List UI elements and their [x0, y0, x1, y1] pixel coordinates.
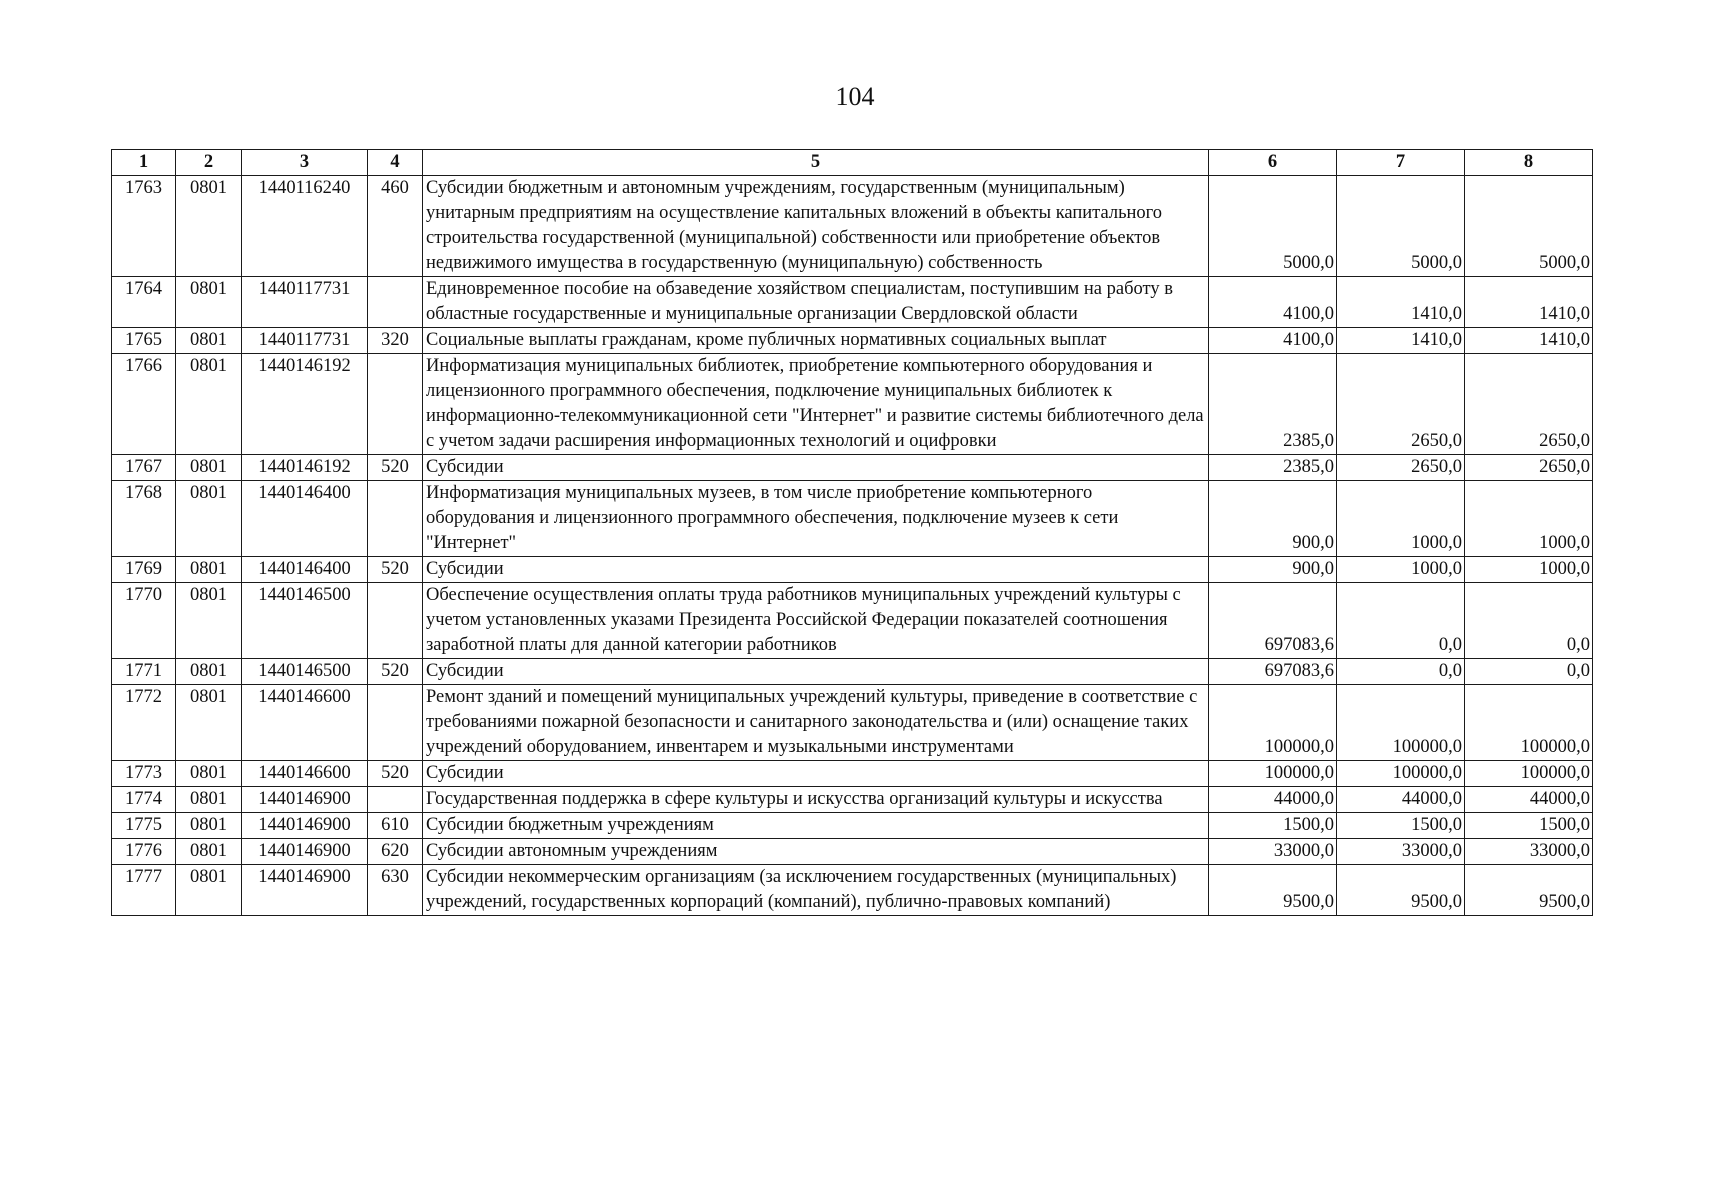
- row-number: 1764: [112, 277, 176, 328]
- amount-col-8: 1000,0: [1465, 557, 1593, 583]
- section-code: 0801: [176, 865, 242, 916]
- item-name: Субсидии бюджетным учреждениям: [423, 813, 1209, 839]
- amount-col-6: 5000,0: [1209, 176, 1337, 277]
- header-row: [112, 150, 1593, 176]
- row-number: 1769: [112, 557, 176, 583]
- amount-col-8: 0,0: [1465, 583, 1593, 659]
- amount-col-6: 1500,0: [1209, 813, 1337, 839]
- section-code: 0801: [176, 583, 242, 659]
- item-name: Субсидии бюджетным и автономным учреждениям, государственным (муниципальным) унитарным предприятиям на осуществление капитальных вложений в объекты капитального строительства государственной (муниципальной) собственности или приобретение объектов недвижимого имущества в государственную (муниципальную) собственность: [423, 176, 1209, 277]
- row-number: 1774: [112, 787, 176, 813]
- amount-col-8: 1000,0: [1465, 481, 1593, 557]
- table-row: [112, 839, 1593, 865]
- header-col-5: 5: [423, 150, 1209, 176]
- amount-col-8: 44000,0: [1465, 787, 1593, 813]
- table-row: [112, 455, 1593, 481]
- amount-col-6: 697083,6: [1209, 659, 1337, 685]
- item-name: Информатизация муниципальных библиотек, приобретение компьютерного оборудования и лицензионного программного обеспечения, подключение муниципальных библиотек к информационно-телекоммуникационной сети "Интернет" и развитие системы библиотечного дела с учетом задачи расширения информационных технологий и оцифровки: [423, 354, 1209, 455]
- amount-col-6: 900,0: [1209, 557, 1337, 583]
- amount-col-8: 1410,0: [1465, 328, 1593, 354]
- amount-col-7: 1410,0: [1337, 328, 1465, 354]
- amount-col-6: 2385,0: [1209, 354, 1337, 455]
- page-number: 104: [835, 82, 875, 111]
- item-name: Субсидии: [423, 761, 1209, 787]
- item-name: Субсидии: [423, 455, 1209, 481]
- table-row: [112, 354, 1593, 455]
- target-article-code: 1440146900: [242, 865, 368, 916]
- section-code: 0801: [176, 787, 242, 813]
- amount-col-7: 5000,0: [1337, 176, 1465, 277]
- amount-col-7: 0,0: [1337, 583, 1465, 659]
- item-name: Субсидии некоммерческим организациям (за исключением государственных (муниципальных) учреждений, государственных корпораций (компаний), публично-правовых компаний): [423, 865, 1209, 916]
- amount-col-7: 100000,0: [1337, 761, 1465, 787]
- item-name: Ремонт зданий и помещений муниципальных учреждений культуры, приведение в соответствие с требованиями пожарной безопасности и санитарного законодательства и (или) оснащение таких учреждений оборудованием, инвентарем и музыкальными инструментами: [423, 685, 1209, 761]
- item-name: Субсидии автономным учреждениям: [423, 839, 1209, 865]
- header-col-4: 4: [368, 150, 423, 176]
- section-code: 0801: [176, 813, 242, 839]
- target-article-code: 1440117731: [242, 277, 368, 328]
- header-col-3: 3: [242, 150, 368, 176]
- item-name: Государственная поддержка в сфере культуры и искусства организаций культуры и искусства: [423, 787, 1209, 813]
- amount-col-8: 1410,0: [1465, 277, 1593, 328]
- row-number: 1765: [112, 328, 176, 354]
- table-row: [112, 176, 1593, 277]
- header-col-6: 6: [1209, 150, 1337, 176]
- section-code: 0801: [176, 685, 242, 761]
- row-number: 1763: [112, 176, 176, 277]
- table-row: [112, 481, 1593, 557]
- section-code: 0801: [176, 557, 242, 583]
- expense-type-code: [368, 685, 423, 761]
- expense-type-code: [368, 481, 423, 557]
- amount-col-6: 900,0: [1209, 481, 1337, 557]
- target-article-code: 1440116240: [242, 176, 368, 277]
- row-number: 1770: [112, 583, 176, 659]
- table-row: [112, 787, 1593, 813]
- table-body: [112, 176, 1593, 916]
- row-number: 1767: [112, 455, 176, 481]
- target-article-code: 1440146400: [242, 481, 368, 557]
- item-name: Социальные выплаты гражданам, кроме публичных нормативных социальных выплат: [423, 328, 1209, 354]
- amount-col-6: 100000,0: [1209, 685, 1337, 761]
- expense-type-code: [368, 583, 423, 659]
- target-article-code: 1440146900: [242, 813, 368, 839]
- expense-type-code: 460: [368, 176, 423, 277]
- item-name: Информатизация муниципальных музеев, в том числе приобретение компьютерного оборудования и лицензионного программного обеспечения, подключение музеев к сети "Интернет": [423, 481, 1209, 557]
- expense-type-code: 630: [368, 865, 423, 916]
- amount-col-8: 2650,0: [1465, 455, 1593, 481]
- table-row: [112, 328, 1593, 354]
- header-col-8: 8: [1465, 150, 1593, 176]
- target-article-code: 1440146192: [242, 354, 368, 455]
- amount-col-7: 1000,0: [1337, 481, 1465, 557]
- section-code: 0801: [176, 761, 242, 787]
- row-number: 1768: [112, 481, 176, 557]
- row-number: 1766: [112, 354, 176, 455]
- row-number: 1775: [112, 813, 176, 839]
- table-row: [112, 865, 1593, 916]
- row-number: 1771: [112, 659, 176, 685]
- expense-type-code: [368, 277, 423, 328]
- table-row: [112, 813, 1593, 839]
- amount-col-7: 1000,0: [1337, 557, 1465, 583]
- amount-col-7: 33000,0: [1337, 839, 1465, 865]
- section-code: 0801: [176, 277, 242, 328]
- expense-type-code: 520: [368, 557, 423, 583]
- table-header: [112, 150, 1593, 176]
- section-code: 0801: [176, 328, 242, 354]
- target-article-code: 1440146600: [242, 685, 368, 761]
- amount-col-7: 1410,0: [1337, 277, 1465, 328]
- expense-type-code: 610: [368, 813, 423, 839]
- table-row: [112, 557, 1593, 583]
- table-row: [112, 685, 1593, 761]
- target-article-code: 1440117731: [242, 328, 368, 354]
- target-article-code: 1440146600: [242, 761, 368, 787]
- amount-col-6: 33000,0: [1209, 839, 1337, 865]
- row-number: 1777: [112, 865, 176, 916]
- amount-col-8: 1500,0: [1465, 813, 1593, 839]
- section-code: 0801: [176, 481, 242, 557]
- amount-col-8: 33000,0: [1465, 839, 1593, 865]
- section-code: 0801: [176, 839, 242, 865]
- expense-type-code: 520: [368, 761, 423, 787]
- amount-col-7: 2650,0: [1337, 455, 1465, 481]
- item-name: Субсидии: [423, 659, 1209, 685]
- section-code: 0801: [176, 455, 242, 481]
- amount-col-7: 1500,0: [1337, 813, 1465, 839]
- expense-type-code: 320: [368, 328, 423, 354]
- header-col-7: 7: [1337, 150, 1465, 176]
- amount-col-7: 44000,0: [1337, 787, 1465, 813]
- target-article-code: 1440146900: [242, 839, 368, 865]
- row-number: 1776: [112, 839, 176, 865]
- table-row: [112, 659, 1593, 685]
- section-code: 0801: [176, 659, 242, 685]
- target-article-code: 1440146500: [242, 659, 368, 685]
- section-code: 0801: [176, 176, 242, 277]
- target-article-code: 1440146400: [242, 557, 368, 583]
- amount-col-6: 697083,6: [1209, 583, 1337, 659]
- section-code: 0801: [176, 354, 242, 455]
- expense-type-code: [368, 787, 423, 813]
- amount-col-6: 44000,0: [1209, 787, 1337, 813]
- amount-col-7: 2650,0: [1337, 354, 1465, 455]
- amount-col-6: 4100,0: [1209, 277, 1337, 328]
- amount-col-8: 100000,0: [1465, 685, 1593, 761]
- amount-col-8: 2650,0: [1465, 354, 1593, 455]
- expense-type-code: 520: [368, 659, 423, 685]
- target-article-code: 1440146500: [242, 583, 368, 659]
- amount-col-6: 9500,0: [1209, 865, 1337, 916]
- amount-col-7: 0,0: [1337, 659, 1465, 685]
- target-article-code: 1440146900: [242, 787, 368, 813]
- header-col-1: 1: [112, 150, 176, 176]
- expense-type-code: 620: [368, 839, 423, 865]
- amount-col-6: 100000,0: [1209, 761, 1337, 787]
- amount-col-7: 100000,0: [1337, 685, 1465, 761]
- item-name: Субсидии: [423, 557, 1209, 583]
- item-name: Единовременное пособие на обзаведение хозяйством специалистам, поступившим на работу в областные государственные и муниципальные организации Свердловской области: [423, 277, 1209, 328]
- amount-col-6: 2385,0: [1209, 455, 1337, 481]
- budget-table: [111, 149, 1593, 916]
- item-name: Обеспечение осуществления оплаты труда работников муниципальных учреждений культуры с учетом установленных указами Президента Российской Федерации показателей соотношения заработной платы для данной категории работников: [423, 583, 1209, 659]
- amount-col-8: 0,0: [1465, 659, 1593, 685]
- header-col-2: 2: [176, 150, 242, 176]
- row-number: 1773: [112, 761, 176, 787]
- expense-type-code: [368, 354, 423, 455]
- row-number: 1772: [112, 685, 176, 761]
- target-article-code: 1440146192: [242, 455, 368, 481]
- amount-col-8: 5000,0: [1465, 176, 1593, 277]
- amount-col-8: 100000,0: [1465, 761, 1593, 787]
- amount-col-8: 9500,0: [1465, 865, 1593, 916]
- expense-type-code: 520: [368, 455, 423, 481]
- table-row: [112, 277, 1593, 328]
- amount-col-7: 9500,0: [1337, 865, 1465, 916]
- table-row: [112, 583, 1593, 659]
- table-row: [112, 761, 1593, 787]
- amount-col-6: 4100,0: [1209, 328, 1337, 354]
